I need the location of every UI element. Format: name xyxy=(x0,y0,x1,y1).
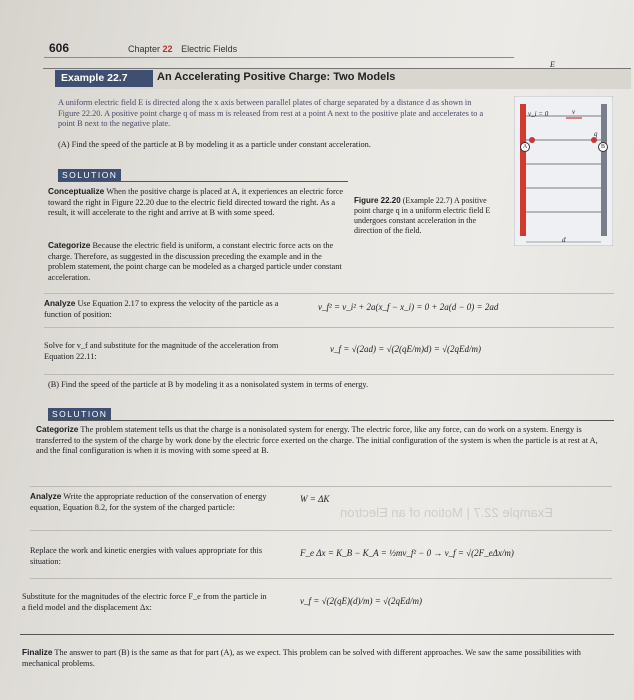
figure-caption-ref: (Example 22.7) xyxy=(402,196,453,205)
energy-substitution-equation: F_e Δx = K_B − K_A = ½mv_f² − 0 → v_f = √(2F_eΔx/m) xyxy=(300,548,514,558)
conceptualize-text: When the positive charge is placed at A, it experiences an electric force toward the right in Figure 22.20 due to the electric field directed toward the right. As a result, it will accelerate to the right and arrive at B with some speed. xyxy=(48,187,344,217)
categorize-b-paragraph xyxy=(36,424,611,457)
substitute-b-text: Substitute for the magnitudes of the electric force F_e from the particle in a field model and the displacement Δx: xyxy=(22,592,267,612)
kinematics-equation: v_f² = v_i² + 2a(x_f − x_i) = 0 + 2a(d − 0) = 2ad xyxy=(318,302,499,312)
negative-plate xyxy=(601,104,607,236)
solution-label: SOLUTION xyxy=(58,169,121,181)
example-label: Example 22.7 xyxy=(55,70,153,87)
point-A-marker: A xyxy=(520,142,530,152)
speed-equation-b: v_f = √(2(qE)(d)/m) = √(2qEd/m) xyxy=(300,596,422,606)
divider-4 xyxy=(30,486,612,487)
figure-caption xyxy=(354,196,504,236)
chapter-label: Chapter xyxy=(128,44,163,54)
categorize-a-paragraph xyxy=(48,240,348,283)
point-B-marker: B xyxy=(598,142,608,152)
divider-1 xyxy=(44,293,614,294)
categorize-b-text: The problem statement tells us that the charge is a nonisolated system for energy. The electric force, like any force, can do work on a system. Energy is transferred to the system of the charge by work done by the electric force exerted on the charge. The initial configuration of the system is when the particle is at rest at A, and the final configuration is when it is moving with some speed at B. xyxy=(36,425,598,455)
finalize-text: The answer to part (B) is the same as that for part (A), as we expect. This problem can be solved with different approaches. We saw the same possibilities with mechanical problems. xyxy=(22,648,581,668)
distance-label: d xyxy=(562,236,566,244)
bleed-through-text: Example 22.7 | Motion of an Electron xyxy=(340,505,553,520)
analyze-a-paragraph xyxy=(44,298,294,320)
divider-3 xyxy=(44,374,614,375)
charge-at-A xyxy=(529,137,535,143)
part-b-question: (B) Find the speed of the particle at B by modeling it as a nonisolated system in terms of energy. xyxy=(48,380,369,389)
categorize-a-heading: Categorize xyxy=(48,240,91,250)
solution-label-b: SOLUTION xyxy=(48,408,111,420)
charge-label: q xyxy=(594,130,598,138)
page-number: 606 xyxy=(49,41,70,55)
work-energy-equation: W = ΔK xyxy=(300,494,330,504)
analyze-a-heading: Analyze xyxy=(44,298,76,308)
figure-frame xyxy=(514,96,613,246)
divider-2 xyxy=(44,327,614,328)
finalize-heading: Finalize xyxy=(22,647,53,657)
replace-b-text: Replace the work and kinetic energies with values appropriate for this situation: xyxy=(30,546,263,566)
field-label: E xyxy=(550,60,555,69)
conceptualize-heading: Conceptualize xyxy=(48,186,105,196)
example-title: An Accelerating Positive Charge: Two Models xyxy=(157,71,396,83)
finalize-rule xyxy=(20,634,614,635)
speed-equation-a: v_f = √(2ad) = √(2(qE/m)d) = √(2qEd/m) xyxy=(330,344,482,354)
initial-velocity-label: v_i = 0 xyxy=(528,110,549,118)
chapter-number: 22 xyxy=(162,44,173,54)
analyze-b-text: Write the appropriate reduction of the conservation of energy equation, Equation 8.2, for the system of the charged particle: xyxy=(30,492,267,512)
analyze-a-text: Use Equation 2.17 to express the velocity of the particle as a function of position: xyxy=(44,299,279,319)
figure-22-20 xyxy=(514,60,613,246)
part-a-question: (A) Find the speed of the particle at B by modeling it as a particle under constant acceleration. xyxy=(58,140,371,149)
categorize-b-heading: Categorize xyxy=(36,424,79,434)
figure-caption-title: Figure 22.20 xyxy=(354,196,401,205)
analyze-b-heading: Analyze xyxy=(30,491,62,501)
solution-rule xyxy=(58,181,348,182)
header-rule xyxy=(44,57,514,58)
categorize-a-text: Because the electric field is uniform, a constant electric force acts on the charge. Therefore, as suggested in the discussion preceding the example and in the problem statement, the point charge can be modeled as a charged particle under constant acceleration. xyxy=(48,241,342,282)
problem-statement: A uniform electric field E is directed along the x axis between parallel plates of charge separated by a distance d as shown in Figure 22.20. A positive point charge q of mass m is released from rest at a point A next to the positive plate and accelerates to a point B next to the negative plate. xyxy=(58,98,484,128)
divider-6 xyxy=(30,578,612,579)
positive-plate xyxy=(520,104,526,236)
divider-5 xyxy=(30,530,612,531)
chapter-name: Electric Fields xyxy=(181,44,238,54)
solve-a-text: Solve for v_f and substitute for the magnitude of the acceleration from Equation 22.11: xyxy=(44,341,279,361)
figure-diagram xyxy=(514,96,613,246)
velocity-label: v xyxy=(572,108,576,116)
conceptualize-paragraph xyxy=(48,186,348,219)
solution-rule-b xyxy=(48,420,614,421)
finalize-paragraph xyxy=(22,647,614,669)
analyze-b-paragraph xyxy=(30,491,270,513)
chapter-header xyxy=(128,44,237,54)
figure-caption-text: A positive point charge q in a uniform electric field E undergoes constant acceleration in the direction of the field. xyxy=(354,196,491,235)
